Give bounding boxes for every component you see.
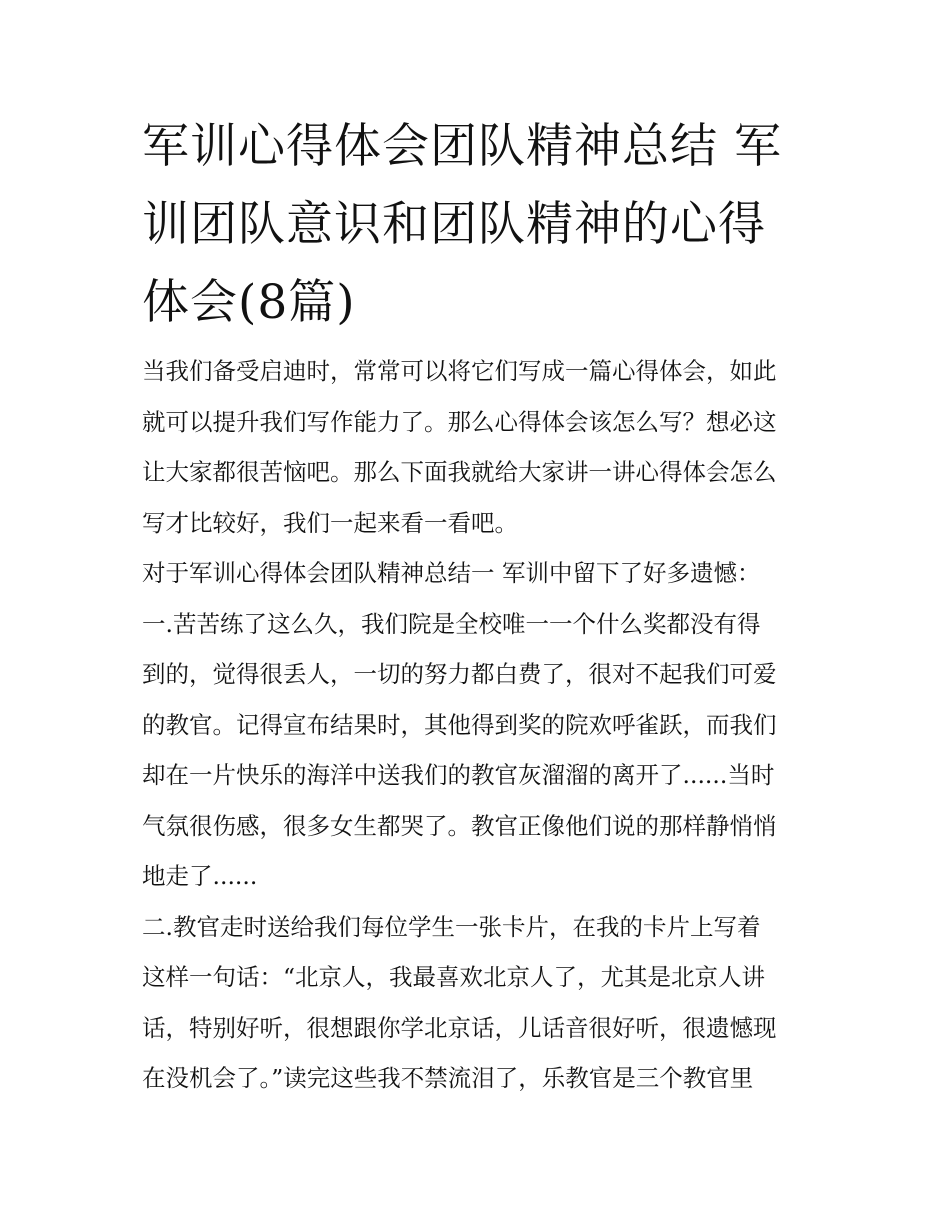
document-page (142, 108, 812, 1104)
document-body (142, 346, 812, 1104)
point-two-paragraph: 二.教官走时送给我们每位学生一张卡片，在我的卡片上写着 这样一句话：“北京人，我最喜欢北京人了，尤其是北京人讲 话，特别好听，很想跟你学北京话，儿话音很好听，很遗憾现 在没机会了。”读完这些我不禁流泪了，乐教官是三个教官里 (142, 912, 777, 1092)
document-title: 军训心得体会团队精神总结 军 训团队意识和团队精神的心得 体会(8篇) (142, 119, 782, 330)
point-one-paragraph: 一.苦苦练了这么久，我们院是全校唯一一个什么奖都没有得 到的，觉得很丢人，一切的努力都白费了，很对不起我们可爱 的教官。记得宣布结果时，其他得到奖的院欢呼雀跃，而我们 却在一片快乐的海洋中送我们的教官灰溜溜的离开了......当时 气氛很伤感，很多女生都哭了。教官正像他们说的那样静悄悄 地走了...... (142, 609, 777, 890)
intro-paragraph: 当我们备受启迪时，常常可以将它们写成一篇心得体会，如此 就可以提升我们写作能力了。那么心得体会该怎么写？想必这 让大家都很苦恼吧。那么下面我就给大家讲一讲心得体会怎么 写才比较好，我们一起来看一看吧。 (142, 357, 777, 537)
section-heading-paragraph: 对于军训心得体会团队精神总结一 军训中留下了好多遗憾： (142, 559, 761, 587)
